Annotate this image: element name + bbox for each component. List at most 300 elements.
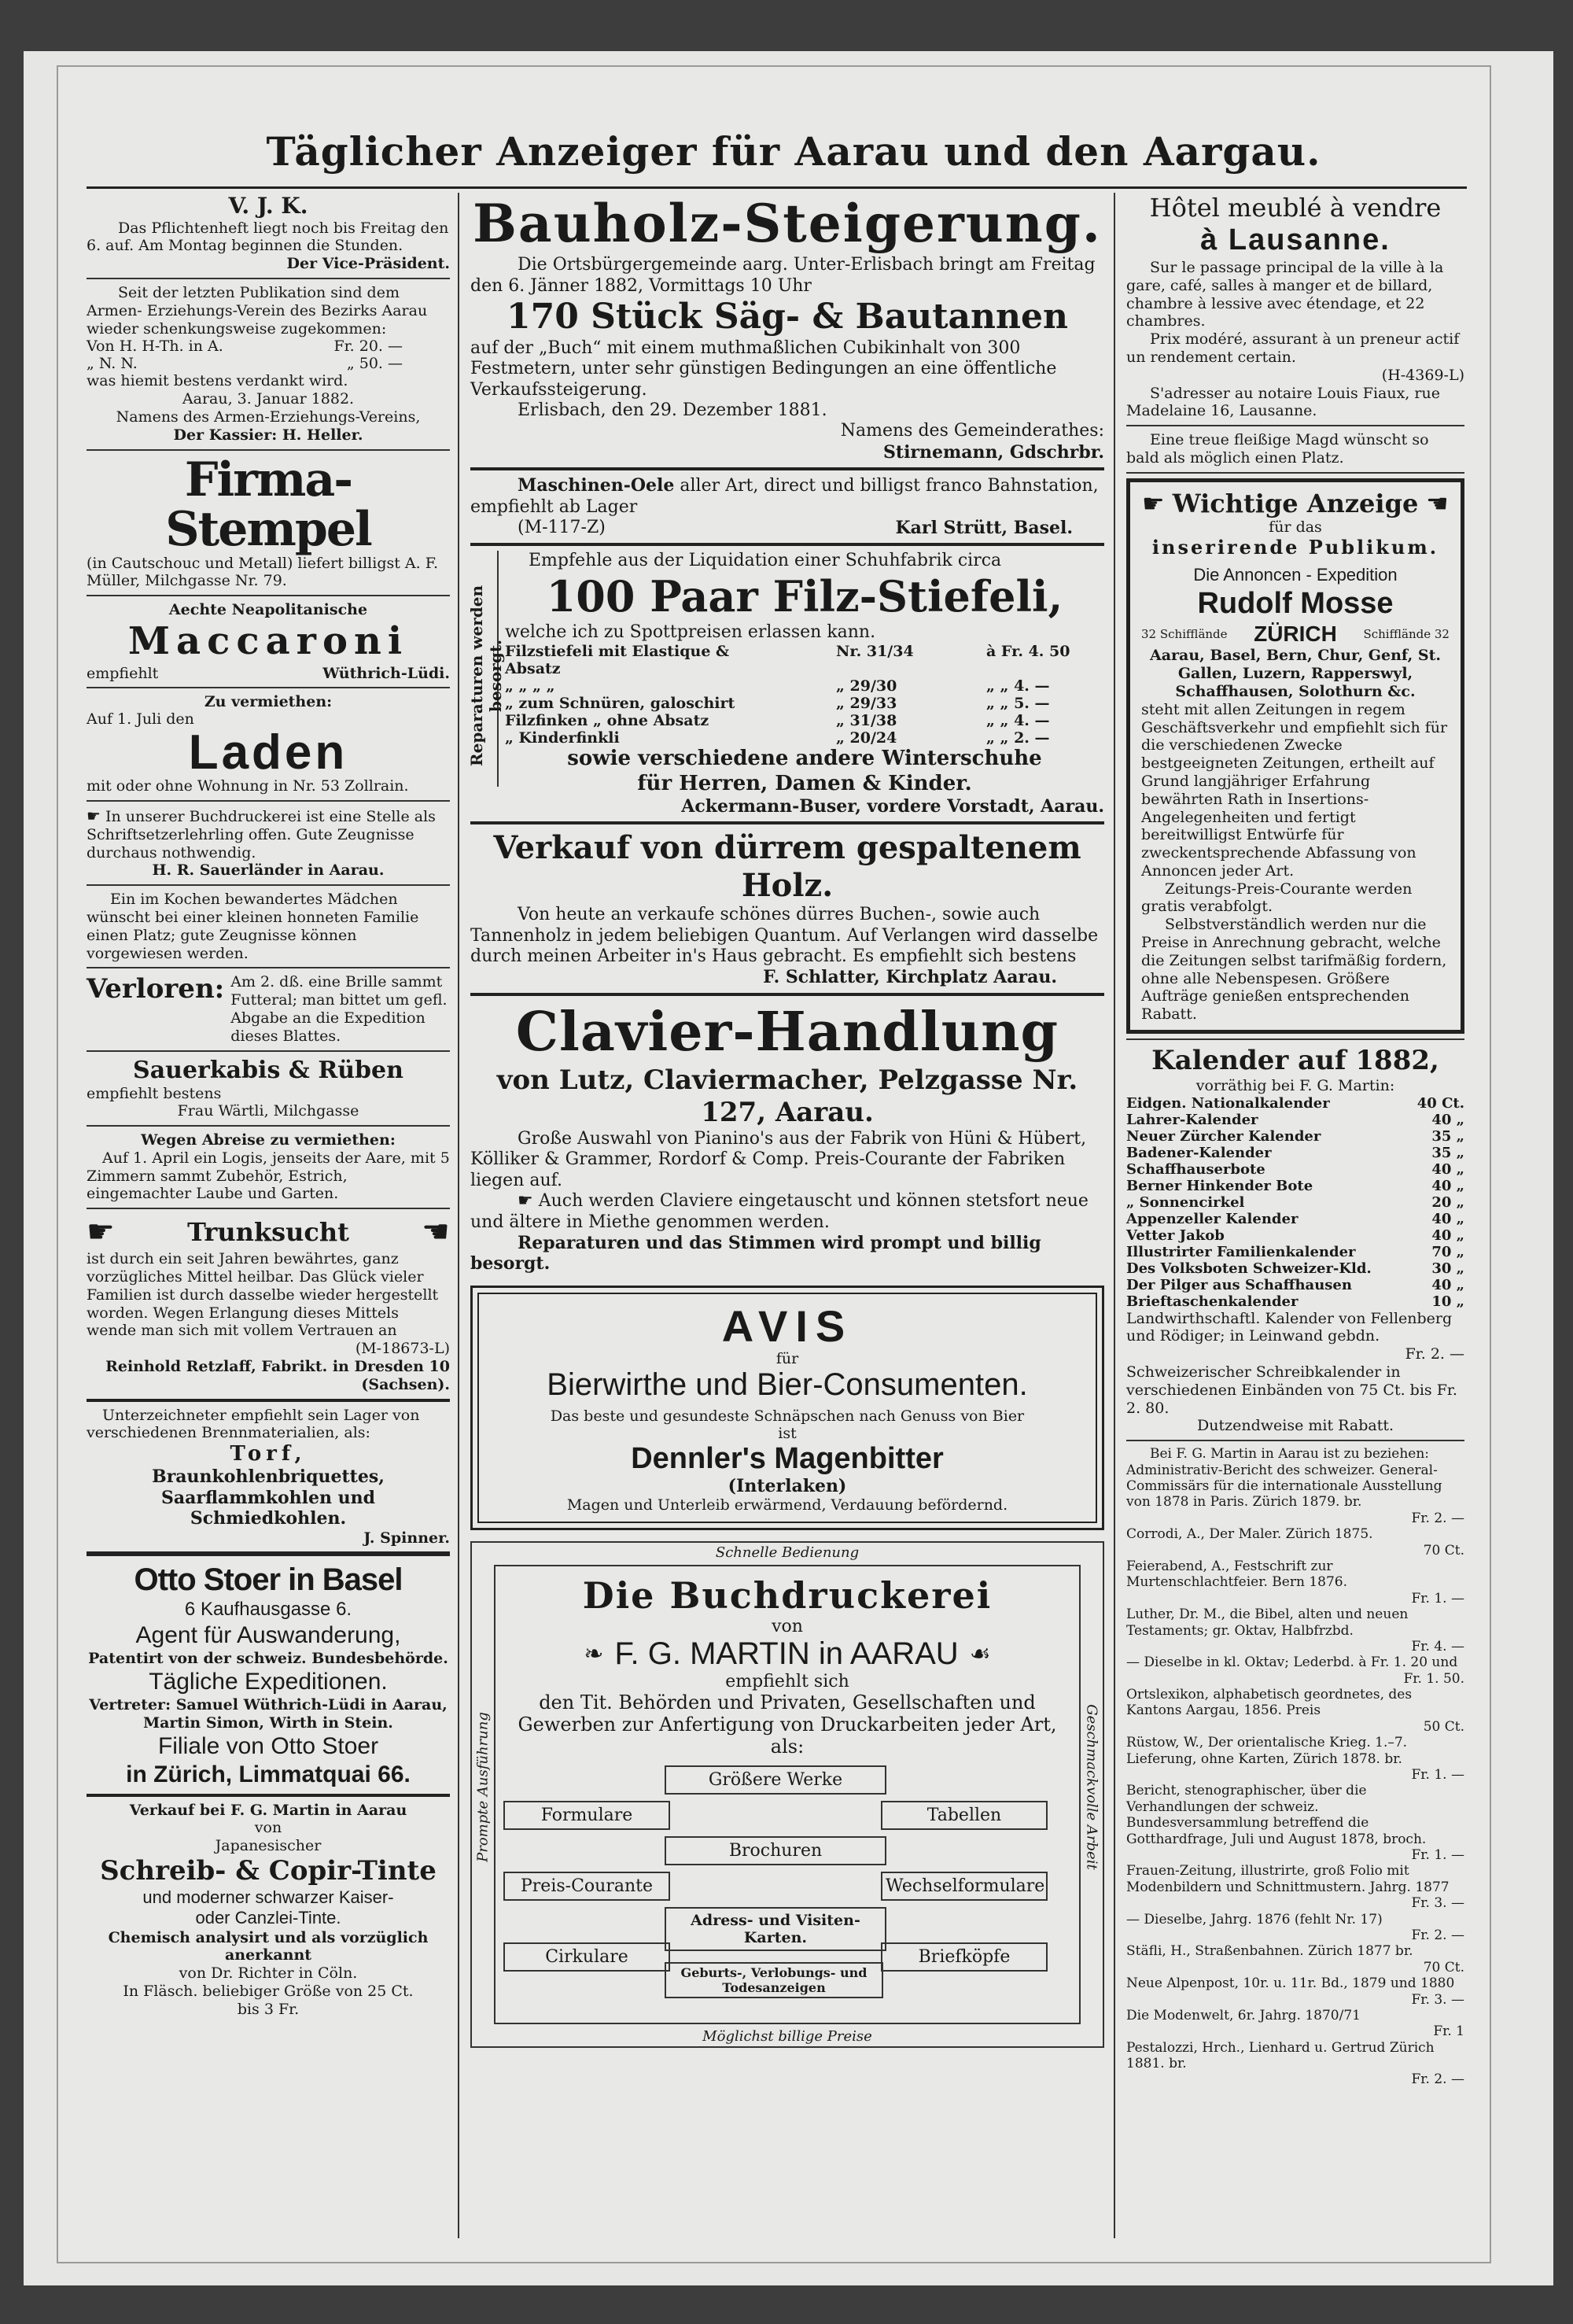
bauholz-big: 170 Stück Säg- & Bautannen [506,296,1068,337]
column-left [87,193,450,2019]
filz-price: „ „ 4. — [986,677,1050,695]
buecher-item [1126,1526,1464,1559]
oele-sign: Karl Strütt, Basel. [895,517,1073,538]
stoer-agent: Agent für Auswanderung, [135,1622,401,1649]
ad-trunksucht [87,1214,450,1393]
logis-title: Wegen Abreise zu vermiethen: [141,1131,396,1149]
masthead-title: Täglicher Anzeiger für Aarau und den Aargau. [266,128,1321,175]
buecher-title: — Dieselbe, Jahrg. 1876 (fehlt Nr. 17) [1126,1911,1383,1927]
lehrling-body [87,806,450,861]
clavier-title: Clavier-Handlung [515,1000,1059,1064]
oele-title: Maschinen-Oele [518,475,675,496]
divider [470,993,1104,996]
divider [470,543,1104,546]
verloren-title: Verloren: [87,973,225,1005]
buecher-item [1126,2040,1464,2088]
ornament-left-icon: ❧ [584,1641,604,1668]
divider [470,467,1104,470]
hotel-body3: S'adresser au notaire Louis Fiaux, rue Madelaine 16, Lausanne. [1126,384,1440,420]
druck-name [503,1636,1071,1672]
oele-line1 [470,475,1104,496]
druck-item: Formulare [503,1801,670,1830]
newspaper-page [24,51,1553,2285]
ad-kalender [1126,1045,1464,1435]
buecher-title: Luther, Dr. M., die Bibel, alten und neuen Testaments; gr. Oktav, Halbfrzbd. [1126,1607,1409,1639]
kalender-schreib: Schweizerischer Schreibkalender in verschiedenen Einbänden von 75 Ct. bis Fr. 2. 80. [1126,1363,1457,1417]
kalender-item [1126,1145,1464,1161]
filz-herren: für Herren, Damen & Kinder. [637,771,972,795]
buecher-title: Ortslexikon, alphabetisch geordnetes, des Kantons Aargau, 1856. Preis [1126,1687,1413,1719]
clavier-body2 [470,1191,1104,1233]
filz-article: Filzstiefeli mit Elastique & Absatz [505,643,730,678]
oele-desc: aller Art, direct und billigst franco Bahnstation, [680,476,1099,496]
trunk-ref: (M-18673-L) [355,1340,450,1358]
buecher-title: Die Modenwelt, 6r. Jahrg. 1870/71 [1126,2007,1361,2023]
ad-verloren [87,973,450,1045]
armen-date: Aarau, 3. Januar 1882. [182,390,355,408]
tinte-top: Verkauf bei F. G. Martin in Aarau [129,1801,407,1819]
kalender-item [1126,1128,1464,1145]
kalender-item [1126,1293,1464,1310]
buecher-item [1126,1912,1464,1944]
ad-oele [470,475,1104,538]
mosse-address [1141,622,1450,647]
kalender-price: 40 „ [1431,1111,1464,1128]
kalender-name: Appenzeller Kalender [1126,1210,1299,1227]
druck-item: Geburts-, Verlobungs- und Todesanzeigen [665,1962,883,1998]
buecher-intro: Bei F. G. Martin in Aarau ist zu beziehen: [1150,1446,1430,1463]
kalender-price: 30 „ [1431,1260,1464,1277]
trunk-title: Trunksucht [187,1217,349,1248]
divider [87,800,450,802]
filz-size: „ 20/24 [836,729,897,747]
ad-buchdruckerei [470,1541,1104,2048]
divider [87,278,450,279]
ad-clavier [470,1001,1104,1275]
kalender-price: 35 „ [1431,1144,1464,1161]
bauholz-org: Namens des Gemeinderathes: [840,421,1104,441]
kalender-item [1126,1161,1464,1178]
hand-pointer-icon: ☛ [1142,488,1165,518]
trunk-sign: Reinhold Retzlaff, Fabrikt. in Dresden 10 (Sachsen). [105,1358,450,1393]
druck-item: Briefköpfe [881,1942,1048,1972]
kalender-item [1126,1244,1464,1260]
buecher-title: — Dieselbe in kl. Oktav; Lederbd. à Fr. 1. 20 und [1126,1654,1458,1671]
tinte-line: von Dr. Richter in Cöln. [179,1964,358,1983]
buecher-item [1126,1687,1464,1735]
buecher-item [1126,2008,1464,2040]
stoer-address: 6 Kaufhausgasse 6. [184,1599,352,1621]
divider [470,821,1104,824]
druck-content [503,1574,1071,1994]
maccaroni-left: empfiehlt [87,664,159,682]
kalender-name: Des Volksboten Schweizer-Kld. [1126,1260,1372,1277]
divider [87,1125,450,1127]
avis-title: AVIS [721,1300,853,1351]
mosse-cities: Aarau, Basel, Bern, Chur, Genf, St. Gallen, Luzern, Rapperswyl, Schaffhausen, Solothurn &c. [1149,647,1442,700]
kalender-item [1126,1277,1464,1293]
kalender-item [1126,1178,1464,1194]
avis-name: Dennler's Magenbitter [631,1442,944,1476]
divider [1126,425,1464,426]
buecher-item [1126,1654,1464,1687]
hand-pointer-left-icon: ☛ [422,1214,450,1251]
kalender-item [1126,1194,1464,1211]
bauholz-date: Erlisbach, den 29. Dezember 1881. [518,400,827,420]
vjk-body: Das Pflichtenheft liegt noch bis Freitag den 6. auf. Am Montag beginnen die Stunden. [87,219,449,255]
armen-amount: Fr. 20. — [333,338,403,356]
stoer-expeditions: Tägliche Expeditionen. [149,1669,388,1695]
filz-row [505,677,1104,695]
mosse-name: Rudolf Mosse [1197,586,1394,620]
trunk-header [87,1214,450,1250]
hotel-body: Sur le passage principal de la ville à la gare, café, salles à manger et de billard, chambre à lessive avec étendage, et 22 chambres. [1126,258,1444,330]
avis-place: (Interlaken) [728,1476,847,1497]
divider [87,1399,450,1402]
filz-price: „ „ 2. — [986,729,1050,747]
filz-price-list [505,643,1104,747]
kalender-title: Kalender auf 1882, [1151,1045,1439,1077]
kalender-name: Lahrer-Kalender [1126,1111,1258,1128]
maedchen-body: Ein im Kochen bewandertes Mädchen wünscht bei einer kleinen honneten Familie einen Platz; gute Zeugnisse können vorgewiesen werden. [87,891,419,962]
laden-body: mit oder ohne Wohnung in Nr. 53 Zollrain. [87,777,409,795]
ad-magd [1126,431,1464,467]
kalender-item [1126,1095,1464,1112]
tinte-title: Schreib- & Copir-Tinte [100,1854,437,1887]
filz-size: „ 31/38 [836,712,897,730]
sauerkabis-title: Sauerkabis & Rüben [133,1056,403,1084]
druck-name-text: F. G. MARTIN in AARAU [614,1636,959,1672]
ad-lehrling [87,806,450,880]
kalender-name: „ Sonnencirkel [1126,1193,1245,1211]
filz-row [505,712,1104,729]
druck-left: Prompte Ausführung [474,1712,492,1863]
column-middle [467,193,1104,2048]
lehrling-text: In unserer Buchdruckerei ist eine Stelle als Schriftsetzerlehrling offen. Gute Zeugnisse durchaus nothwendig. [87,807,436,861]
hotel-ref: (H-4369-L) [1381,366,1464,384]
divider [87,884,450,886]
kalender-price: 20 „ [1431,1193,1464,1211]
ad-tinte [87,1802,450,2019]
divider [87,687,450,688]
buecher-title: Stäfli, H., Straßenbahnen. Zürich 1877 br. [1126,1943,1413,1960]
mosse-address-left: 32 Schifflände [1141,627,1228,642]
filz-article: „ Kinderfinkli [505,729,620,747]
ad-laden [87,693,450,795]
druck-top: Schnelle Bedienung [715,1544,860,1562]
druck-right: Geschmackvolle Arbeit [1083,1704,1100,1871]
mosse-body3: Selbstverständlich werden nur die Preise in Anrechnung gebracht, welche die Zeitungen selbst tarifmäßig fordern, ohne alle Nebenspesen. Größere Aufträge genießen entsprechenden Rabatt. [1141,916,1447,1024]
lehrling-sign: H. R. Sauerländer in Aarau. [152,861,385,880]
avis-fuer: für [775,1350,799,1368]
buecher-price: Fr. 2. — [1411,2071,1464,2088]
kalender-price: 40 „ [1431,1227,1464,1244]
laden-top: Zu vermiethen: [204,692,333,710]
avis-foot: Magen und Unterleib erwärmend, Verdauung befördernd. [566,1496,1008,1514]
druck-body: den Tit. Behörden und Privaten, Gesellschaften und Gewerben zur Anfertigung von Druckarbeiten jeder Art, als: [518,1691,1057,1758]
ad-vjk [87,193,450,273]
kalender-price: 40 „ [1431,1276,1464,1293]
filz-article: „ „ „ „ [505,677,555,695]
armen-row-1 [87,338,450,355]
ad-bauholz [470,193,1104,463]
buecher-price: Fr. 2. — [1411,1927,1464,1943]
filz-side-text [467,551,505,787]
kalender-price: 40 „ [1431,1177,1464,1194]
buecher-price: Fr. 3. — [1411,1991,1464,2008]
kalender-name: Eidgen. Nationalkalender [1126,1094,1330,1112]
kalender-price: 40 Ct. [1416,1094,1464,1112]
druck-bottom: Möglichst billige Preise [702,2028,872,2045]
hand-pointer-icon: ☛ [87,806,101,825]
armen-label: Von H. H-Th. in A. [87,338,223,356]
maccaroni-title: Maccaroni [127,618,409,663]
ad-logis [87,1131,450,1203]
kalender-price: 40 „ [1431,1160,1464,1178]
ad-holz [470,829,1104,988]
tinte-line: bis 3 Fr. [237,2000,300,2018]
buecher-item [1126,1559,1464,1607]
filz-price: „ „ 4. — [986,712,1050,730]
kalender-landw-price: Fr. 2. — [1405,1345,1464,1363]
column-rule-2 [1114,193,1115,2238]
ad-filz [467,550,1104,817]
divider [87,449,450,451]
druck-item: Tabellen [881,1801,1048,1830]
buecher-price: Fr. 1. — [1411,1590,1464,1607]
buecher-title: Feierabend, A., Festschrift zur Murtenschlachtfeier. Bern 1876. [1126,1558,1348,1591]
divider [87,595,450,596]
kalender-item [1126,1211,1464,1227]
filz-size: Nr. 31/34 [836,643,914,661]
sauerkabis-body: empfiehlt bestens [87,1084,222,1102]
filz-price: „ „ 5. — [986,695,1050,713]
sauerkabis-sign: Frau Wärtli, Milchgasse [177,1102,359,1120]
ad-stempel [87,452,450,591]
magd-body: Eine treue fleißige Magd wünscht so bald als möglich einen Platz. [1126,431,1429,467]
torf-item: Schmiedkohlen. [190,1508,347,1529]
mosse-body2: Zeitungs-Preis-Courante werden gratis verabfolgt. [1141,880,1413,916]
clavier-sub: von Lutz, Claviermacher, Pelzgasse Nr. 127, Aarau. [496,1064,1078,1129]
mosse-address-right: Schifflände 32 [1363,627,1450,642]
druck-item: Adress- und Visiten-Karten. [665,1907,886,1951]
torf-item: Saarflammkohlen und [160,1487,376,1508]
buecher-price: 50 Ct. [1423,1718,1464,1735]
kalender-item [1126,1227,1464,1244]
tinte-jap: Japanesischer [215,1837,322,1855]
column-right [1126,193,1464,2088]
stoer-filiale: Filiale von Otto Stoer [157,1732,379,1759]
kalender-list [1126,1095,1464,1310]
ad-hotel [1126,193,1464,420]
druck-emp: empfiehlt sich [725,1672,849,1692]
kalender-price: 35 „ [1431,1127,1464,1145]
filz-size: „ 29/30 [836,677,897,695]
kalender-item [1126,1260,1464,1277]
hotel-body2: Prix modéré, assurant à un preneur actif un rendement certain. [1126,330,1460,366]
buecher-item [1126,1783,1464,1863]
logis-body: Auf 1. April ein Logis, jenseits der Aare, mit 5 Zimmern sammt Zubehör, Estrich, eingemachter Laube und Garten. [87,1149,450,1203]
ad-armen [87,284,450,445]
bauholz-body: auf der „Buch“ mit einem muthmaßlichen Cubikinhalt von 300 Festmetern, unter sehr günstigen Bedingungen an eine öffentliche Verkaufssteigerung. [470,338,1057,400]
hand-pointer-left-icon: ☛ [1426,488,1449,518]
filz-price: à Fr. 4. 50 [986,643,1070,661]
avis-ist: ist [778,1425,797,1443]
clavier-body: Große Auswahl von Pianino's aus der Fabrik von Hüni & Hübert, Kölliker & Grammer, Rordorf & Comp. Preis-Courante der Fabriken liegen auf. [470,1128,1087,1190]
hand-pointer-icon: ☛ [518,1191,533,1212]
page-frame [57,65,1491,2263]
ad-maccaroni [87,601,450,681]
mosse-fuer: für das [1269,518,1322,536]
avis-body: Das beste und gesundeste Schnäpschen nach Genuss von Bier [550,1407,1025,1426]
kalender-name: Neuer Zürcher Kalender [1126,1127,1321,1145]
torf-body: Unterzeichneter empfiehlt sein Lager von verschiedenen Brennmaterialien, als: [87,1406,420,1442]
bauholz-intro: Die Ortsbürgergemeinde aarg. Unter-Erlisbach bringt am Freitag den 6. Jänner 1882, Vormittags 10 Uhr [470,255,1096,296]
buecher-price: Fr. 1. — [1411,1847,1464,1863]
holz-sign: F. Schlatter, Kirchplatz Aarau. [763,967,1057,988]
filz-title: 100 Paar Filz-Stiefeli, [546,571,1063,622]
filz-article: Filzfinken „ ohne Absatz [505,712,709,730]
druck-von: von [772,1617,803,1637]
filz-article: „ zum Schnüren, galoschirt [505,695,735,713]
tinte-line: oder Canzlei-Tinte. [195,1908,341,1928]
tinte-line: In Fläsch. beliebiger Größe von 25 Ct. [123,1982,414,2000]
clavier-body3: Reparaturen und das Stimmen wird prompt und billig besorgt. [470,1232,1041,1275]
holz-title: Verkauf von dürrem gespaltenem Holz. [493,829,1081,905]
verloren-body: Am 2. dß. eine Brille sammt Futteral; man bittet um gefl. Abgabe an die Expedition dieses Blattes. [230,973,448,1045]
hotel-sub: à Lausanne. [1200,223,1391,257]
avis-sub: Bierwirthe und Bier-Consumenten. [547,1367,1028,1403]
ornament-right-icon: ☙ [969,1641,991,1668]
armen-label: „ N. N. [87,355,138,373]
buecher-title: Pestalozzi, Hrch., Lienhard u. Gertrud Zürich 1881. br. [1126,2039,1435,2072]
kalender-name: Berner Hinkender Bote [1126,1177,1313,1194]
torf-item: Torf, [230,1442,307,1466]
armen-row-2 [87,355,450,372]
druck-items [503,1765,1071,1994]
mosse-body: steht mit allen Zeitungen in regem Geschäftsverkehr und empfiehlt sich für die verschiedenen Zwecke bestgeeigneten Zeitungen, ertheilt auf Grund langjähriger Erfahrung bewährten Rath in Insertions-Angelegenheiten und fertigt bereitwilligst Entwürfe für zweckentsprechende Abfassung von Annoncen jeder Art. [1141,700,1448,880]
tinte-von: von [254,1819,282,1837]
kalender-rabatt: Dutzendweise mit Rabatt. [1196,1417,1394,1435]
filz-intro: Empfehle aus der Liquidation einer Schuhfabrik circa [529,550,1002,570]
divider [87,1794,450,1797]
trunk-body: ist durch ein seit Jahren bewährtes, ganz vorzügliches Mittel heilbar. Das Glück vieler Familien ist durch dasselbe wieder hergestellt worden. Wegen Erlangung dieses Mittels wende man sich mit vollem Vertrauen an [87,1250,439,1340]
kalender-price: 70 „ [1431,1243,1464,1260]
oele-line2: empfiehlt ab Lager [470,496,638,517]
ad-stoer [87,1561,450,1788]
kalender-name: Badener-Kalender [1126,1144,1272,1161]
mosse-exp: Die Annoncen - Expedition [1193,565,1398,585]
buecher-price: 70 Ct. [1423,1542,1464,1559]
tinte-line: und moderner schwarzer Kaiser- [142,1887,394,1907]
kalender-price: 10 „ [1431,1293,1464,1310]
ad-avis [470,1286,1104,1531]
buecher-price: Fr. 3. — [1411,1895,1464,1912]
kalender-name: Brieftaschenkalender [1126,1293,1299,1310]
ad-torf [87,1407,450,1547]
kalender-sub: vorräthig bei F. G. Martin: [1195,1076,1395,1094]
druck-item: Brochuren [665,1836,886,1865]
maccaroni-top: Aechte Neapolitanische [168,601,368,619]
divider [87,1208,450,1209]
masthead [137,128,1450,175]
tinte-line: Chemisch analysirt und als vorzüglich anerkannt [108,1928,429,1964]
buecher-item [1126,1463,1464,1527]
buecher-title: Rüstow, W., Der orientalische Krieg. 1.–7. Lieferung, ohne Karten, Zürich 1878. br. [1126,1735,1408,1767]
kalender-name: Illustrirter Familienkalender [1126,1243,1356,1260]
buecher-title: Frauen-Zeitung, illustrirte, groß Folio mit Modenbildern und Schnittmustern. Jahrg. 1877 [1126,1863,1450,1895]
bauholz-title: Bauholz-Steigerung. [473,193,1102,254]
masthead-rule [87,186,1467,189]
mosse-city: ZÜRICH [1254,622,1337,647]
buecher-price: Fr. 4. — [1411,1638,1464,1654]
stoer-title: Otto Stoer in Basel [134,1562,403,1598]
stempel-title: Firma-Stempel [165,452,371,557]
holz-body: Von heute an verkaufe schönes dürres Buchen-, sowie auch Tannenholz in jedem beliebigen Quantum. Auf Verlangen wird dasselbe durch meinen Arbeiter in's Haus gebracht. Es empfiehlt sich bestens [470,905,1099,967]
filz-side-label: Reparaturen werden besorgt. [467,585,505,766]
oele-ref: (M-117-Z) [518,517,606,537]
column-rule-1 [458,193,459,2238]
buecher-item [1126,1735,1464,1783]
torf-item: Braunkohlenbriquettes, [152,1466,385,1488]
mosse-pub: inserirende Publikum. [1151,535,1439,559]
armen-amount: „ 50. — [346,355,403,373]
buecher-price: Fr. 1. — [1411,1767,1464,1784]
divider [87,967,450,968]
buecher-title: Corrodi, A., Der Maler. Zürich 1875. [1126,1526,1373,1543]
filz-winter: sowie verschiedene andere Winterschuhe [567,747,1042,771]
armen-sign: Der Kassier: H. Heller. [173,426,363,444]
clavier-text: Auch werden Claviere eingetauscht und können stetsfort neue und ältere in Miethe genommen werden. [470,1191,1089,1232]
filz-row [505,729,1104,747]
divider [87,1050,450,1052]
kalender-landw: Landwirthschaftl. Kalender von Fellenberg und Rödiger; in Leinwand gebdn. [1126,1309,1453,1345]
oele-line3 [470,518,1104,538]
hand-pointer-icon: ☛ [87,1214,115,1251]
kalender-item [1126,1112,1464,1128]
maccaroni-right: Wüthrich-Lüdi. [322,664,450,682]
buecher-price: Fr. 2. — [1411,1510,1464,1526]
armen-foot: was hiemit bestens verdankt wird. [87,372,348,390]
druck-item: Preis-Courante [503,1872,670,1901]
divider [1126,1038,1464,1040]
mosse-title: Wichtige Anzeige [1172,488,1419,518]
filz-sub: welche ich zu Spottpreisen erlassen kann. [505,622,876,643]
hotel-title: Hôtel meublé à vendre [1149,193,1442,223]
laden-sub: Auf 1. Juli den [87,710,194,729]
mosse-header [1141,489,1450,518]
vjk-title: V. J. K. [228,193,308,219]
kalender-name: Vetter Jakob [1126,1227,1225,1244]
maccaroni-foot [87,665,450,682]
kalender-price: 40 „ [1431,1210,1464,1227]
filz-row [505,695,1104,712]
ad-maedchen [87,891,450,962]
stoer-patent: Patentirt von der schweiz. Bundesbehörde. [88,1650,448,1668]
druck-item: Cirkulare [503,1942,670,1972]
druck-item: Wechselformulare [881,1872,1048,1901]
stempel-body: (in Cautschouc und Metall) liefert billigst A. F. Müller, Milchgasse Nr. 79. [87,554,438,590]
divider [87,1551,450,1556]
druck-title: Die Buchdruckerei [582,1574,993,1618]
druck-item: Größere Werke [665,1765,886,1795]
buecher-price: 70 Ct. [1423,1959,1464,1975]
laden-title: Laden [188,725,348,780]
buecher-item [1126,1607,1464,1654]
divider [1126,1440,1464,1441]
filz-sign: Ackermann-Buser, vordere Vorstadt, Aarau. [681,795,1104,817]
ad-sauerkabis [87,1057,450,1121]
